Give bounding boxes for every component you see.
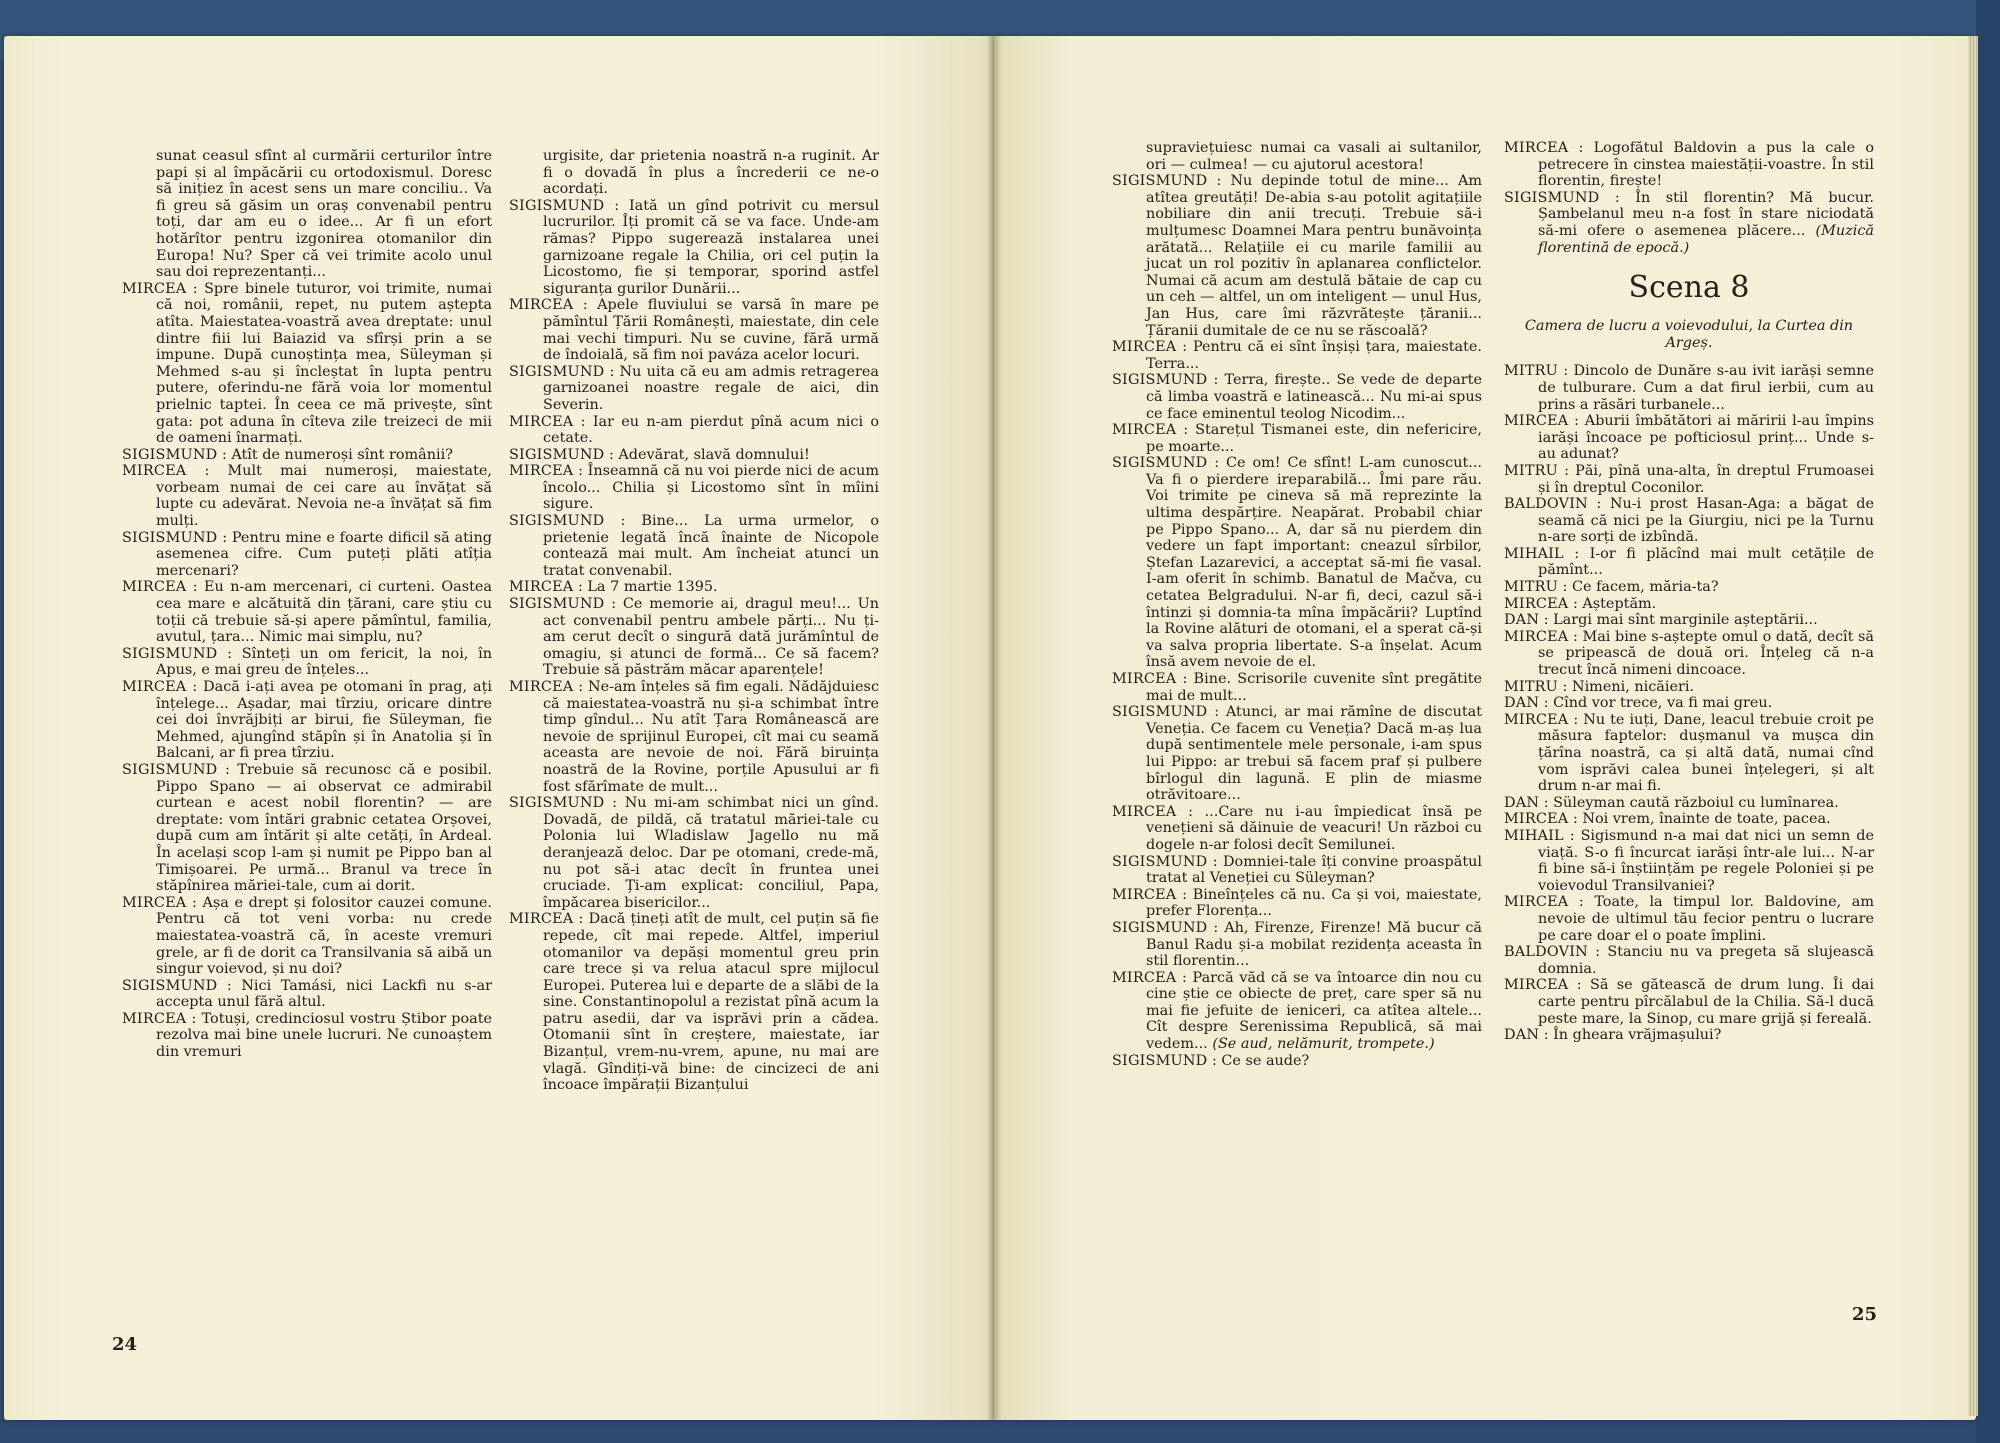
dialogue-line: MIRCEA : Spre binele tuturor, voi trimite, numai că noi, românii, repet, nu putem aștepta atîta. Maiestatea-voastră avea dreptate: unul dintre fiii lui Baiazid va sfîrși prin a se impune. După cunoștința mea, Süleyman și Mehmed s-au și încleștat în lupta pentru putere, oferindu-ne fără voia lor momentul prielnic taptei. În ceea ce mă privește, sînt gata: pot aduna în cîteva zile treizeci de mii de oameni înarmați. [122,280,492,447]
speech-text: Noi vrem, înainte de toate, pacea. [1582,811,1831,828]
speech-text: Ce facem, măria-ta? [1571,579,1719,596]
dialogue-line: MITRU : Păi, pînă una-alta, în dreptul Frumoasei și în dreptul Coconilor. [1504,462,1874,496]
speech-text: Ce se aude? [1221,1052,1310,1069]
dialogue-line: SIGISMUND : Atunci, ar mai rămîne de discutat Veneția. Ce facem cu Veneția? Dacă m-aș lua după sentimentele mele personale, i-am spus lui Pippo: ar trebui să facem praf și pulbere bîrlogul din lagună. E plin de miasme otrăvitoare... [1112,704,1483,804]
speaker-name: DAN [1504,695,1540,712]
dialogue-line: MIRCEA : Totuși, credinciosul vostru Știbor poate rezolva mai bine unele lucruri. Ne cunoaștem din vremuri [122,1010,493,1061]
dialogue-line: BALDOVIN : Nu-i prost Hasan-Aga: a băgat de seamă că nici pe la Giurgiu, nici pe la Turnu n-are sorți de izbîndă. [1504,496,1874,546]
left-page-column-2 [509,148,879,1094]
continued-text [122,148,492,281]
speaker-name: MITRU [1504,363,1558,380]
speech-text: Dacă țineți atît de mult, cel puțin să fie repede, cît mai repede. Altfel, imperiul otomanilor va depăși momentul greu prin care trece și va relua atacul spre mijlocul Europei. Puterea lui e departe de a slăbi de la sine. Constantinopolul a rezistat pînă acum la patru asedii, dar va isprăvi prin a cădea. Otomanii sînt în creștere, maiestate, iar Bizanțul, vrem-nu-vrem, apune, nu mai are vlagă. Gîndiți-vă bine: de cincizeci de ani încoace împărații Bizanțului [543,911,880,1094]
speech-text: Păi, pînă una-alta, în dreptul Frumoasei și în dreptul Coconilor. [1538,462,1874,496]
dialogue-line: MIRCEA : Ne-am înțeles să fim egali. Nădăjduiesc că maiestatea-voastră nu și-a schimbat între timp gîndul... Nu atît Țara Românească are nevoie de sprijinul Europei, cît mai cu seamă aceasta are nevoie de noi. Fără biruința noastră de la Rovine, porțile Apusului ar fi fost sfărîmate de mult... [509,679,879,795]
speaker-name: SIGISMUND [1112,919,1208,936]
speech-text: Nimeni, nicăieri. [1571,678,1695,695]
speech-text: Süleyman caută războiul cu lumînarea. [1553,794,1839,811]
speech-text: Adevărat, slavă domnului! [618,446,810,463]
speech-text: Nu-i prost Hasan-Aga: a băgat de seamă că nici pe la Giurgiu, nici pe la Turnu n-are sorți de izbîndă. [1538,496,1874,546]
speaker-name: SIGISMUND [1504,189,1600,206]
dialogue-line: MIRCEA : Așa e drept și folositor cauzei comune. Pentru că tot veni vorba: nu crede maiestatea-voastră că, în aceste vremuri grele, ar fi de dorit ca Transilvania să aibă un singur voievod, și nu doi? [122,894,492,978]
speaker-name: MIRCEA [509,463,574,480]
speech-text: Bine. Scrisorile cuvenite sînt pregătite mai de mult... [1146,671,1482,704]
speaker-name: MIRCEA [1504,977,1569,994]
speech-text: Bine... La urma urmelor, o prietenie legată încă înainte de Nicopole contează mai mult. Am încheiat atunci un tratat convenabil. [543,513,880,579]
right-page [994,36,1976,1420]
speech-text: Dincolo de Dunăre s-au ivit iarăși semne de tulburare. Cum a dat firul ierbii, cum au prins a răsări turbanele... [1538,363,1875,413]
speaker-name: MIRCEA [1112,969,1177,986]
dialogue-line: MIRCEA : Parcă văd că se va întoarce din nou cu cine știe ce obiecte de preț, care sper să nu mai fie jefuite de ieniceri, ca atîtea altele... Cît despre Serenissima Republică, să mai vedem... (Se aud, nelămurit, trompete.) [1112,969,1482,1053]
dialogue-line: DAN : Largi mai sînt marginile așteptării... [1504,612,1818,629]
speech-text: I-or fi plăcînd mai mult cetățile de pămînt... [1538,545,1874,579]
speaker-name: MIRCEA [1504,894,1569,911]
speech-text: Mult mai numeroși, maiestate, vorbeam numai de cei care au învățat să lupte cu adevărat. Nevoia ne-a învățat să fim mulți. [156,463,492,530]
speaker-name: SIGISMUND [1112,372,1208,389]
speaker-name: MIRCEA [1112,339,1177,356]
speaker-name: SIGISMUND [1112,173,1208,190]
speaker-name: MIRCEA [1112,803,1177,820]
speech-text: Eu n-am mercenari, ci curteni. Oastea cea mare e alcătuită din țărani, care știu cu toții că trebuie să-și apere pămîntul, familia, avutul, țara... Nimic mai simplu, nu? [156,579,492,646]
speech-text: Largi mai sînt marginile așteptării... [1553,612,1818,629]
speaker-name: BALDOVIN [1504,944,1588,961]
speaker-name: SIGISMUND [1112,704,1208,721]
speaker-name: BALDOVIN [1504,496,1588,513]
speech-text: Ce om! Ce sfînt! L-am cunoscut... Va fi o pierdere ireparabilă... Îmi pare rău. Voi trimite pe cineva să mă reprezinte la ultima despărțire. Neapărat. Probabil chiar pe Pippo Spano... A, dar să nu pierdem din vedere un fapt important: cneazul sîrbilor, Ștefan Lazarevici, a acceptat să-mi fie vasal. I-am oferit în schimb. Banatul de Mačva, cu cetatea Belgradului. N-ar fi, deci, cazul să-i întinzi și domnia-ta mîna împăcării? Luptînd la Rovine alături de otomani, el a sperat că-și va salva propria libertate. S-a înșelat. Acum însă avem nevoie de el. [1146,455,1482,671]
speech-text: Sigismund n-a mai dat nici un semn de viață. S-o fi încurcat iarăși într-ale lui... N-ar fi bine să-i înștiințăm pe regele Poloniei și pe voievodul Transilvaniei? [1538,827,1874,894]
speech-text: Sînteți un om fericit, la noi, în Apus, e mai greu de înțeles... [156,645,493,679]
speech-text: Așa e drept și folositor cauzei comune. Pentru că tot veni vorba: nu crede maiestatea-voastră că, în aceste vremuri grele, ar fi de dorit ca Transilvania să aibă un singur voievod, și nu doi? [156,894,492,978]
speech-text: Ah, Firenze, Firenze! Mă bucur că Banul Radu și-a mobilat rezidența aceasta în stil florentin... [1146,919,1482,970]
dialogue-line: MIRCEA : Toate, la timpul lor. Baldovine, am nevoie de ultimul tău fecior pentru o lucrare pe care doar el o poate împlini. [1504,894,1874,944]
left-page-column-1 [122,148,492,1061]
speech-text: Bineînțeles că nu. Ca și voi, maiestate, prefer Florența... [1146,886,1482,920]
dialogue-line: MIHAIL : I-or fi plăcînd mai mult cetățile de pămînt... [1504,545,1874,579]
scene-subtitle: Camera de lucru a voievodului, la Curtea din Argeș. [1524,318,1854,351]
speaker-name: MITRU [1504,678,1558,695]
speech-text: Ce memorie ai, dragul meu!... Un act convenabil pentru ambele părți... Nu ți-am cerut decît o singură dată jurămîntul de omagiu, și atunci de formă... Ce să facem? Trebuie să păstrăm măcar aparențele! [543,596,879,679]
speech-text: La 7 martie 1395. [587,579,718,596]
speaker-name: MIRCEA [509,413,574,430]
speech-text: Mai bine s-aștepte omul o dată, decît să se pripească de două ori. Înțeleg că n-a trecut încă nimeni dincoace. [1538,628,1874,679]
right-page-column-1 [1112,140,1482,1069]
speaker-name: MIRCEA [1112,886,1177,903]
dialogue-line: MIRCEA : Dacă i-ați avea pe otomani în prag, ați înțelege... Așadar, mai tîrziu, oricare dintre cei doi învrăjbiți ar birui, fie Süleyman, fie Mehmed, ajungînd stăpîn și în Anatolia și în Balcani, ar fi prea tîrziu. [122,679,492,762]
speech-text: Dacă i-ați avea pe otomani în prag, ați înțelege... Așadar, mai tîrziu, oricare dintre cei doi învrăjbiți ar birui, fie Süleyman, fie Mehmed, ajungînd stăpîn și în Anatolia și în Balcani, ar fi prea tîrziu. [156,679,492,762]
dialogue-line: MIRCEA : Iar eu n-am pierdut pînă acum nici o cetate. [509,413,879,447]
dialogue-line: MIRCEA : Să se gătească de drum lung. Îi dai carte pentru pîrcălabul de la Chilia. Să-l ducă peste mare, la Sinop, cu mare grijă și fereală. [1504,977,1874,1027]
dialogue-line: BALDOVIN : Stanciu nu va pregeta să slujească domnia. [1504,944,1874,977]
speaker-name: SIGISMUND [1112,455,1208,472]
page-edges [1968,36,1978,1416]
speech-text: Domniei-tale îți convine proaspătul tratat al Veneției cu Süleyman? [1146,853,1482,887]
speaker-name: MIRCEA [509,579,574,596]
speech-text: Totuși, credinciosul vostru Știbor poate rezolva mai bine unele lucruri. Ne cunoaștem din vremuri [156,1010,493,1061]
dialogue-line: MIRCEA : Dacă țineți atît de mult, cel puțin să fie repede, cît mai repede. Altfel, imperiul otomanilor va depăși momentul greu prin care trece și va relua atacul spre mijlocul Europei. Puterea lui e departe de a slăbi de la sine. Constantinopolul a rezistat pînă acum la patru asedii, dar va isprăvi prin a cădea. Otomanii sînt în creștere, maiestate, iar Bizanțul, vrem-nu-vrem, apune, nu mai are vlagă. Gîndiți-vă bine: de cincizeci de ani încoace împărații Bizanțului [509,911,880,1094]
book-cover-right [1976,0,2000,1443]
speaker-name: MIRCEA [1504,628,1569,645]
speaker-name: SIGISMUND [122,645,218,662]
speech-text: ...Care nu i-au împiedicat însă pe venețieni să dăinuie de veacuri! Un război cu dogele n-ar folosi decît Semilunei. [1146,803,1482,853]
dialogue-line: SIGISMUND : Atît de numeroși sînt românii? [122,446,453,463]
speaker-name: MIRCEA [1112,671,1177,687]
speech-text: Logofătul Baldovin a pus la cale o petrecere în cinstea maiestății-voastre. În stil florentin, firește! [1538,140,1874,190]
speaker-name: SIGISMUND [509,197,605,214]
speaker-name: MIRCEA [1504,413,1569,430]
speaker-name: MIRCEA [1504,140,1569,156]
speech-text: Iată un gînd potrivit cu mersul lucrurilor. Îți promit că se va face. Unde-am rămas? Pippo sugerează instalarea unei garnizoane regale la Chilia, ori cel puțin la Licostomo, fie și temporar, sporind astfel siguranța gurilor Dunării... [543,197,879,297]
speech-text: Cînd vor trece, va fi mai greu. [1553,695,1773,712]
dialogue-line: MIRCEA : La 7 martie 1395. [509,579,718,596]
stage-direction: (Muzică florentină de epocă.) [1538,222,1874,256]
speech-text: Pentru mine e foarte dificil să ating asemenea cifre. Cum puteți plăti atîția mercenari? [156,529,492,579]
scene-title: Scena 8 [1628,270,1750,306]
dialogue-line: SIGISMUND : În stil florentin? Mă bucur. Șambelanul meu n-a fost în stare niciodată să-mi ofere o asemenea plăcere... (Muzică florentină de epocă.) [1504,189,1874,256]
speaker-name: MIRCEA [509,679,574,695]
right-page-number: 25 [1852,1304,1878,1325]
speaker-name: DAN [1504,794,1540,811]
dialogue-line: SIGISMUND : Nici Tamási, nici Lackfi nu s-ar accepta unul fără altul. [122,977,492,1011]
speaker-name: MITRU [1504,462,1558,479]
dialogue-line: MITRU : Ce facem, măria-ta? [1504,579,1719,596]
speech-text: În gheara vrăjmașului? [1553,1027,1722,1044]
speaker-name: SIGISMUND [509,446,605,463]
speaker-name: SIGISMUND [122,529,218,546]
dialogue-line: SIGISMUND : Ce se aude? [1112,1052,1310,1069]
speaker-name: SIGISMUND [509,513,605,530]
speaker-name: SIGISMUND [509,596,605,613]
speech-text: Terra, firește.. Se vede de departe că limba voastră e latinească... Nu mi-ai spus ce face eminentul teolog Nicodim... [1146,372,1482,422]
speech-text: În stil florentin? Mă bucur. Șambelanul meu n-a fost în stare niciodată să-mi ofere o asemenea plăcere... [1538,189,1874,239]
dialogue-line: SIGISMUND : Ah, Firenze, Firenze! Mă bucur că Banul Radu și-a mobilat rezidența aceasta în stil florentin... [1112,919,1482,970]
speech-text: Pentru că ei sînt înșiși țara, maiestate. Terra... [1146,339,1483,372]
dialogue-line: MIRCEA : Mai bine s-aștepte omul o dată, decît să se pripească de două ori. Înțeleg că n-a trecut încă nimeni dincoace. [1504,628,1874,679]
speech-text: Să se gătească de drum lung. Îi dai carte pentru pîrcălabul de la Chilia. Să-l ducă peste mare, la Sinop, cu mare grijă și fereală. [1538,977,1874,1027]
book-gutter [986,36,1002,1420]
speech-text: Atunci, ar mai rămîne de discutat Veneția. Ce facem cu Veneția? Dacă m-aș lua după sentimentele mele personale, i-am spus lui Pippo: ar trebui să facem praf și pulbere bîrlogul din lagună. E plin de miasme otrăvitoare... [1146,704,1483,804]
left-page-number: 24 [112,1334,138,1355]
speaker-name: MIRCEA [122,579,187,596]
paragraph-text: supraviețuiesc numai ca vasali ai sultanilor, ori — culmea! — cu ajutorul acestora! [1146,140,1482,173]
dialogue-line: SIGISMUND : Sînteți un om fericit, la noi, în Apus, e mai greu de înțeles... [122,645,493,679]
left-page [4,36,994,1420]
speech-text: Nu mi-am schimbat nici un gînd. Dovadă, de pildă, că tratatul măriei-tale cu Polonia lui Wladislaw Jagello nu mă deranjează deloc. Dar pe otomani, crede-mă, nu pot să-i atac decît în fruntea unei cruciade. Ți-am explicat: conciliul, Papa, împăcarea bisericilor... [543,795,879,911]
dialogue-line: MIRCEA : Aburii îmbătători ai măririi l-au împins iarăși încoace pe pofticiosul prinț... Unde s-au adunat? [1504,413,1874,463]
speaker-name: MIRCEA [122,463,187,480]
speaker-name: MIHAIL [1504,545,1564,562]
scene-7-ending [1504,140,1874,256]
speaker-name: MIRCEA [1504,711,1569,728]
dialogue-line: SIGISMUND : Nu uita că eu am admis retragerea garnizoanei noastre regale de aici, din Severin. [509,363,879,413]
dialogue-line: DAN : Cînd vor trece, va fi mai greu. [1504,695,1773,712]
speech-text: Stanciu nu va pregeta să slujească domnia. [1538,944,1874,977]
dialogue-line: MIRCEA : Logofătul Baldovin a pus la cale o petrecere în cinstea maiestății-voastre. În stil florentin, firește! [1504,140,1874,190]
speaker-name: MIRCEA [122,1010,187,1027]
speaker-name: SIGISMUND [509,363,605,380]
paragraph-text: urgisite, dar prietenia noastră n-a ruginit. Ar fi o dovadă în plus a încrederii ce ne-o acordați. [543,148,879,198]
dialogue-line: MIRCEA : Mult mai numeroși, maiestate, vorbeam numai de cei care au învățat să lupte cu adevărat. Nevoia ne-a învățat să fim mulți. [122,463,492,530]
dialogue-line: MIRCEA : Apele fluviului se varsă în mare pe pămîntul Țării Românești, maiestate, din cele mai vechi timpuri. Nu se cuvine, fără urmă de îndoială, să fim noi paváza acelor locuri. [509,297,880,364]
speech-text: Ne-am înțeles să fim egali. Nădăjduiesc că maiestatea-voastră nu și-a schimbat între timp gîndul... Nu atît Țara Românească are nevoie de sprijinul Europei, cît mai cu seamă aceasta are nevoie de noi. Fără biruința noastră de la Rovine, porțile Apusului ar fi fost sfărîmate de mult... [543,679,879,795]
dialogue-line: MIRCEA : Bine. Scrisorile cuvenite sînt pregătite mai de mult... [1112,671,1482,704]
dialogue-line: MIRCEA : Eu n-am mercenari, ci curteni. Oastea cea mare e alcătuită din țărani, care știu cu toții că trebuie să-și apere pămîntul, familia, avutul, țara... Nimic mai simplu, nu? [122,579,492,646]
dialogue-line: MITRU : Nimeni, nicăieri. [1504,678,1695,695]
paragraph-text: sunat ceasul sfînt al curmării certurilor între papi și al împăcării cu ortodoxismul. Doresc să inițiez în acest sens un mare conciliu.. Va fi greu să găsim un oraș convenabil pentru toți, dar am eu o idee... Ar fi un efort hotărîtor pentru izgonirea otomanilor din Europa! Nu? Sper că vei trimite acolo unul sau doi reprezentanți... [156,148,492,281]
speaker-name: MIRCEA [122,280,187,297]
speaker-name: MIRCEA [1504,595,1569,612]
dialogue-line: DAN : În gheara vrăjmașului? [1504,1027,1722,1044]
scene-8-dialogue [1504,363,1874,1043]
speaker-name: DAN [1504,612,1540,629]
dialogue-line: MIRCEA : Pentru că ei sînt înșiși țara, maiestate. Terra... [1112,339,1483,372]
speech-text: Înseamnă că nu voi pierde nici de acum încolo... Chilia și Licostomo sînt în mîini sigure. [543,463,879,513]
dialogue-line: MIRCEA : Starețul Tismanei este, din nefericire, pe moarte... [1112,422,1482,455]
right-page-column-2 [1504,140,1874,1044]
speaker-name: SIGISMUND [122,977,218,994]
dialogue-line: SIGISMUND : Trebuie să recunosc că e posibil. Pippo Spano — ai observat ce admirabil curtean e acest nobil florentin? — are dreptate: vom întări grabnic cetatea Orșovei, după cum am întărit și alte cetăți, în Ardeal. În același scop l-am și numit pe Pippo ban al Timișoarei. Pe urmă... Branul va trece în stăpînirea măriei-tale, cum ai dorit. [122,761,493,895]
dialogue-line: MIHAIL : Sigismund n-a mai dat nici un semn de viață. S-o fi încurcat iarăși într-ale lui... N-ar fi bine să-i înștiințăm pe regele Poloniei și pe voievodul Transilvaniei? [1504,827,1874,894]
dialogue-line: MIRCEA : Bineînțeles că nu. Ca și voi, maiestate, prefer Florența... [1112,886,1482,920]
continued-text [1112,140,1482,173]
speaker-name: SIGISMUND [1112,1052,1208,1069]
speech-text: Trebuie să recunosc că e posibil. Pippo Spano — ai observat ce admirabil curtean e acest nobil florentin? — are dreptate: vom întări grabnic cetatea Orșovei, după cum am întărit și alte cetăți, în Ardeal. În același scop l-am și numit pe Pippo ban al Timișoarei. Pe urmă... Branul va trece în stăpînirea măriei-tale, cum ai dorit. [156,761,493,895]
speaker-name: MIHAIL [1504,827,1564,844]
speech-text: Așteptăm. [1582,595,1657,612]
speaker-name: MITRU [1504,579,1558,596]
dialogue-line: SIGISMUND : Nu mi-am schimbat nici un gînd. Dovadă, de pildă, că tratatul măriei-tale cu Polonia lui Wladislaw Jagello nu mă deranjează deloc. Dar pe otomani, crede-mă, nu pot să-i atac decît în fruntea unei cruciade. Ți-am explicat: conciliul, Papa, împăcarea bisericilor... [509,795,879,911]
dialogue-line: MIRCEA : Înseamnă că nu voi pierde nici de acum încolo... Chilia și Licostomo sînt în mîini sigure. [509,463,879,513]
speaker-name: SIGISMUND [122,446,218,463]
speech-text: Nu uita că eu am admis retragerea garnizoanei noastre regale de aici, din Severin. [543,363,879,413]
dialogue-line: SIGISMUND : Adevărat, slavă domnului! [509,446,810,463]
stage-direction: (Se aud, nelămurit, trompete.) [1212,1036,1435,1053]
dialogue-line: MITRU : Dincolo de Dunăre s-au ivit iarăși semne de tulburare. Cum a dat firul ierbii, cum au prins a răsări turbanele... [1504,363,1875,413]
dialogue-line: SIGISMUND : Pentru mine e foarte dificil să ating asemenea cifre. Cum puteți plăti atîția mercenari? [122,529,492,579]
speaker-name: MIRCEA [1112,422,1177,439]
continued-text [509,148,879,198]
dialogue-line: DAN : Süleyman caută războiul cu lumînarea. [1504,794,1839,811]
speech-text: Parcă văd că se va întoarce din nou cu cine știe ce obiecte de preț, care sper să nu mai fie jefuite de ieniceri, ca atîtea altele... Cît despre Serenissima Republică, să mai vedem... [1146,969,1482,1053]
speech-text: Atît de numeroși sînt românii? [231,446,453,463]
dialogue-line: MIRCEA : ...Care nu i-au împiedicat însă pe venețieni să dăinuie de veacuri! Un război cu dogele n-ar folosi decît Semilunei. [1112,803,1482,853]
dialogue-line: SIGISMUND : Terra, firește.. Se vede de departe că limba voastră e latinească... Nu mi-ai spus ce face eminentul teolog Nicodim... [1112,372,1482,422]
speaker-name: SIGISMUND [122,761,218,778]
speaker-name: MIRCEA [1504,811,1569,828]
speaker-name: DAN [1504,1027,1540,1044]
speaker-name: MIRCEA [509,297,574,314]
speech-text: Nu te iuți, Dane, leacul trebuie croit pe măsura faptelor: dușmanul va mușca din țărîna noastră, ca și altă dată, numai cînd vom isprăvi calea bunei înțelegeri, și alt drum n-ar mai fi. [1538,711,1874,795]
dialogue-line: SIGISMUND : Iată un gînd potrivit cu mersul lucrurilor. Îți promit că se va face. Unde-am rămas? Pippo sugerează instalarea unei garnizoane regale la Chilia, ori cel puțin la Licostomo, fie și temporar, sporind astfel siguranța gurilor Dunării... [509,197,879,297]
speech-text: Iar eu n-am pierdut pînă acum nici o cetate. [543,413,879,447]
speech-text: Toate, la timpul lor. Baldovine, am nevoie de ultimul tău fecior pentru o lucrare pe care doar el o poate împlini. [1538,894,1874,944]
speaker-name: MIRCEA [122,679,187,695]
dialogue-line: MIRCEA : Așteptăm. [1504,595,1657,612]
dialogue-line: MIRCEA : Noi vrem, înainte de toate, pacea. [1504,811,1831,828]
speech-text: Apele fluviului se varsă în mare pe pămîntul Țării Românești, maiestate, din cele mai vechi timpuri. Nu se cuvine, fără urmă de îndoială, să fim noi paváza acelor locuri. [543,297,880,364]
dialogue-line: SIGISMUND : Nu depinde totul de mine... Am atîtea greutăți! De-abia s-au potolit agitațiile nobiliare din anii trecuți. Trebuie să-i mulțumesc Doamnei Mara pentru bunăvoința arătată... Relațiile ei cu marile familii au jucat un rol pozitiv în aplanarea conflictelor. Numai că acum am destulă bătaie de cap cu un ceh — altfel, un om inteligent — unul Hus, Jan Hus, care îmi răzvrătește țăranii... Țăranii dumitale de ce nu se răscoală? [1112,173,1482,339]
dialogue-line: SIGISMUND : Bine... La urma urmelor, o prietenie legată încă înainte de Nicopole contează mai mult. Am încheiat atunci un tratat convenabil. [509,513,880,579]
speech-text: Nici Tamási, nici Lackfi nu s-ar accepta unul fără altul. [156,977,492,1011]
dialogue-line: MIRCEA : Nu te iuți, Dane, leacul trebuie croit pe măsura faptelor: dușmanul va mușca din țărîna noastră, ca și altă dată, numai cînd vom isprăvi calea bunei înțelegeri, și alt drum n-ar mai fi. [1504,711,1874,795]
dialogue-line: SIGISMUND : Domniei-tale îți convine proaspătul tratat al Veneției cu Süleyman? [1112,853,1482,887]
speech-text: Aburii îmbătători ai măririi l-au împins iarăși încoace pe pofticiosul prinț... Unde s-au adunat? [1538,413,1874,463]
speech-text: Spre binele tuturor, voi trimite, numai că noi, românii, repet, nu putem aștepta atîta. Maiestatea-voastră avea dreptate: unul dintre fiii lui Baiazid va sfîrși prin a se impune. După cunoștința mea, Süleyman și Mehmed s-au și încleștat în lupta pentru putere, oferindu-ne fără voia lor momentul prielnic taptei. În ceea ce mă privește, sînt gata: pot aduna în cîteva zile treizeci de mii de oameni înarmați. [156,280,492,447]
dialogue-line: SIGISMUND : Ce om! Ce sfînt! L-am cunoscut... Va fi o pierdere ireparabilă... Îmi pare rău. Voi trimite pe cineva să mă reprezinte la ultima despărțire. Neapărat. Probabil chiar pe Pippo Spano... A, dar să nu pierdem din vedere un fapt important: cneazul sîrbilor, Ștefan Lazarevici, a acceptat să-mi fie vasal. I-am oferit în schimb. Banatul de Mačva, cu cetatea Belgradului. N-ar fi, deci, cazul să-i întinzi și domnia-ta mîna împăcării? Luptînd la Rovine alături de otomani, el a sperat că-și va salva propria libertate. S-a înșelat. Acum însă avem nevoie de el. [1112,455,1482,671]
dialogue-line: SIGISMUND : Ce memorie ai, dragul meu!... Un act convenabil pentru ambele părți... Nu ți-am cerut decît o singură dată jurămîntul de omagiu, și atunci de formă... Ce să facem? Trebuie să păstrăm măcar aparențele! [509,596,879,679]
speech-text: Starețul Tismanei este, din nefericire, pe moarte... [1146,422,1482,455]
speaker-name: MIRCEA [509,911,574,928]
speaker-name: SIGISMUND [509,795,605,812]
speech-text: Nu depinde totul de mine... Am atîtea greutăți! De-abia s-au potolit agitațiile nobiliare din anii trecuți. Trebuie să-i mulțumesc Doamnei Mara pentru bunăvoința arătată... Relațiile ei cu marile familii au jucat un rol pozitiv în aplanarea conflictelor. Numai că acum am destulă bătaie de cap cu un ceh — altfel, un om inteligent — unul Hus, Jan Hus, care îmi răzvrătește țăranii... Țăranii dumitale de ce nu se răscoală? [1146,173,1482,339]
speaker-name: SIGISMUND [1112,853,1208,870]
speaker-name: MIRCEA [122,894,187,911]
